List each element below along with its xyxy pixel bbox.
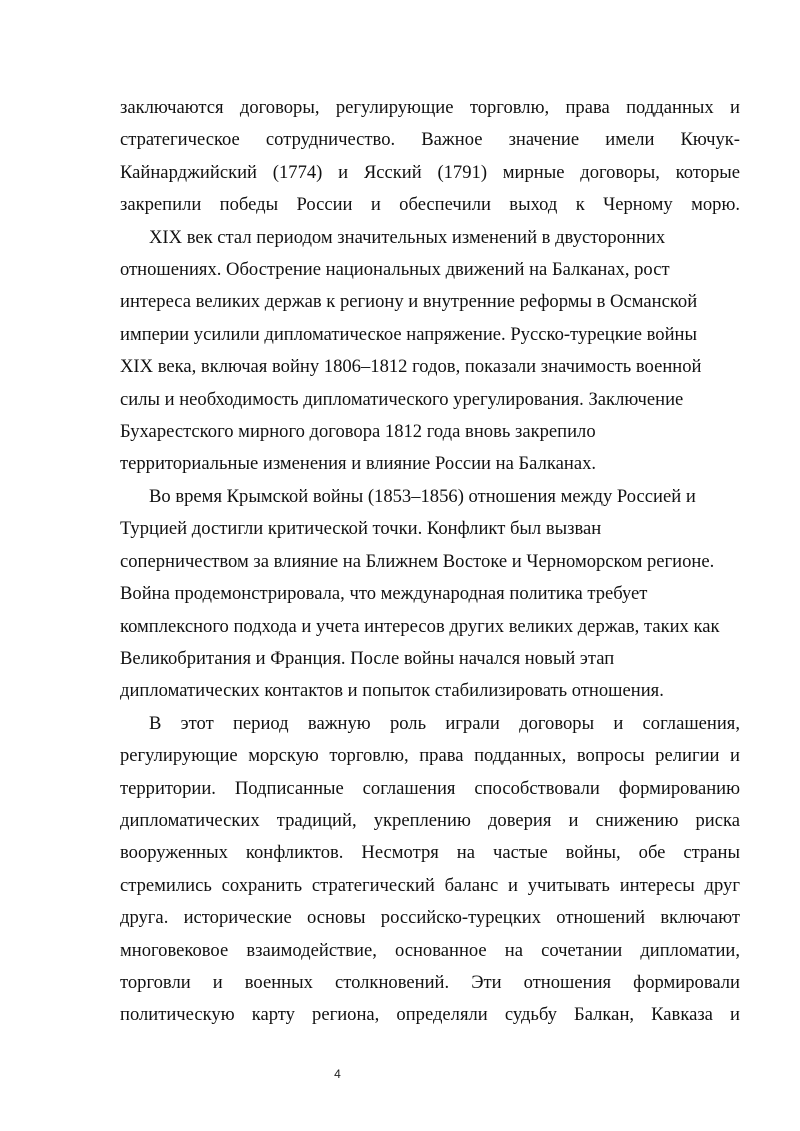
page-number: 4	[334, 1067, 341, 1081]
paragraph-2	[120, 222, 740, 481]
text-line: стратегическое сотрудничество. Важное значение имели Кючук-	[120, 129, 740, 151]
text-line: регулирующие морскую торговлю, права подданных, вопросы религии и	[120, 745, 740, 767]
text-line: XIX век стал периодом значительных изменений в двусторонних	[149, 226, 666, 248]
text-line: Великобритания и Франция. После войны начался новый этап	[120, 647, 615, 669]
text-line: многовековое взаимодействие, основанное на сочетании дипломатии,	[120, 939, 740, 961]
text-line: территориальные изменения и влияние России на Балканах.	[120, 453, 597, 475]
text-line: торговли и военных столкновений. Эти отношения формировали	[120, 971, 740, 993]
text-line: отношениях. Обострение национальных движений на Балканах, рост	[120, 259, 670, 281]
text-line: Война продемонстрировала, что международная политика требует	[120, 583, 648, 605]
text-line: Кайнарджийский (1774) и Ясский (1791) мирные договоры, которые	[120, 161, 740, 183]
text-line: Турцией достигли критической точки. Конфликт был вызван	[120, 518, 602, 540]
text-line: В этот период важную роль играли договоры и соглашения,	[149, 712, 740, 734]
text-line: дипломатических традиций, укреплению доверия и снижению риска	[120, 809, 740, 831]
text-line: империи усилили дипломатическое напряжение. Русско-турецкие войны	[120, 323, 697, 345]
text-line: силы и необходимость дипломатического урегулирования. Заключение	[120, 388, 684, 410]
text-line: интереса великих держав к региону и внутренние реформы в Османской	[120, 291, 698, 313]
text-line: соперничеством за влияние на Ближнем Востоке и Черноморском регионе.	[120, 550, 715, 572]
text-line: закрепили победы России и обеспечили выход к Черному морю.	[120, 194, 740, 216]
text-line: комплексного подхода и учета интересов других великих держав, таких как	[120, 615, 720, 637]
paragraph-1	[120, 92, 740, 222]
paragraph-3	[120, 481, 740, 708]
text-line: Во время Крымской войны (1853–1856) отношения между Россией и	[149, 485, 696, 507]
text-line: XIX века, включая войну 1806–1812 годов, показали значимость военной	[120, 356, 702, 378]
text-line: заключаются договоры, регулирующие торговлю, права подданных и	[120, 97, 740, 118]
text-line: территории. Подписанные соглашения способствовали формированию	[120, 777, 740, 799]
text-line: Бухарестского мирного договора 1812 года вновь закрепило	[120, 421, 596, 443]
text-line: вооруженных конфликтов. Несмотря на частые войны, обе страны	[120, 842, 740, 864]
body-text	[120, 92, 740, 1032]
text-line: друга. исторические основы российско-турецких отношений включают	[120, 907, 740, 929]
text-line: дипломатических контактов и попыток стабилизировать отношения.	[120, 680, 664, 702]
text-line: стремились сохранить стратегический баланс и учитывать интересы друг	[120, 874, 740, 896]
paragraph-4	[120, 708, 740, 1032]
text-line: политическую карту региона, определяли судьбу Балкан, Кавказа и	[120, 1004, 740, 1026]
